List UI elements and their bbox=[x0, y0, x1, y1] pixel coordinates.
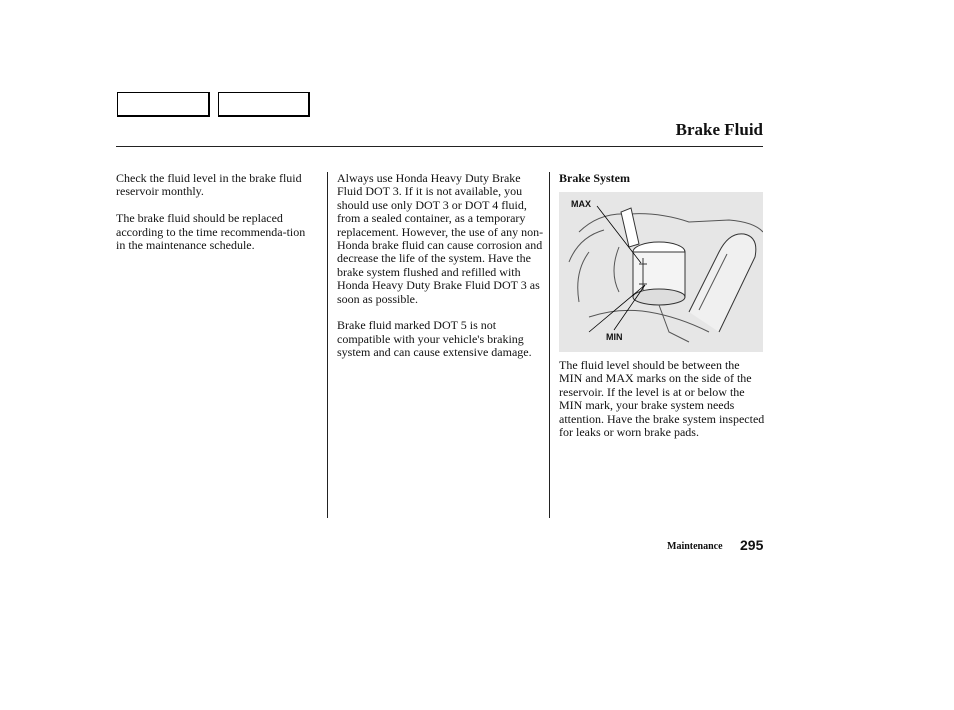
page-title: Brake Fluid bbox=[675, 120, 763, 139]
column-divider bbox=[327, 172, 328, 518]
nav-button-table-of-contents[interactable] bbox=[218, 92, 310, 117]
paragraph: The brake fluid should be replaced according to the time recommenda-tion in the maintenance schedule. bbox=[116, 211, 306, 253]
paragraph: Check the fluid level in the brake fluid reservoir monthly. bbox=[116, 171, 302, 199]
nav-button-main-menu[interactable] bbox=[117, 92, 210, 117]
column-1 bbox=[116, 172, 316, 266]
paragraph: The fluid level should be between the MIN and MAX marks on the side of the reservoir. If the level is at or below the MIN mark, your brake system needs attention. Have the brake system inspected for leaks or worn brake pads. bbox=[559, 358, 765, 440]
paragraph: Always use Honda Heavy Duty Brake Fluid DOT 3. If it is not available, you should use only DOT 3 or DOT 4 fluid, from a sealed container, as a temporary replacement. However, the use of any non-Honda brake fluid can cause corrosion and decrease the life of the system. Have the brake system flushed and refilled with Honda Heavy Duty Brake Fluid DOT 3 as soon as possible. bbox=[337, 171, 544, 306]
title-rule bbox=[116, 146, 763, 147]
section-heading: Brake System bbox=[559, 171, 630, 185]
min-label: MIN bbox=[606, 332, 623, 342]
column-2 bbox=[337, 172, 545, 373]
reservoir-drawing bbox=[559, 192, 763, 352]
page-number: 295 bbox=[740, 537, 764, 553]
max-label: MAX bbox=[571, 199, 591, 209]
brake-reservoir-illustration bbox=[559, 192, 763, 352]
paragraph: Brake fluid marked DOT 5 is not compatible with your vehicle's braking system and can cause extensive damage. bbox=[337, 318, 532, 360]
column-divider bbox=[549, 172, 550, 518]
footer-section-name: Maintenance bbox=[667, 541, 723, 552]
